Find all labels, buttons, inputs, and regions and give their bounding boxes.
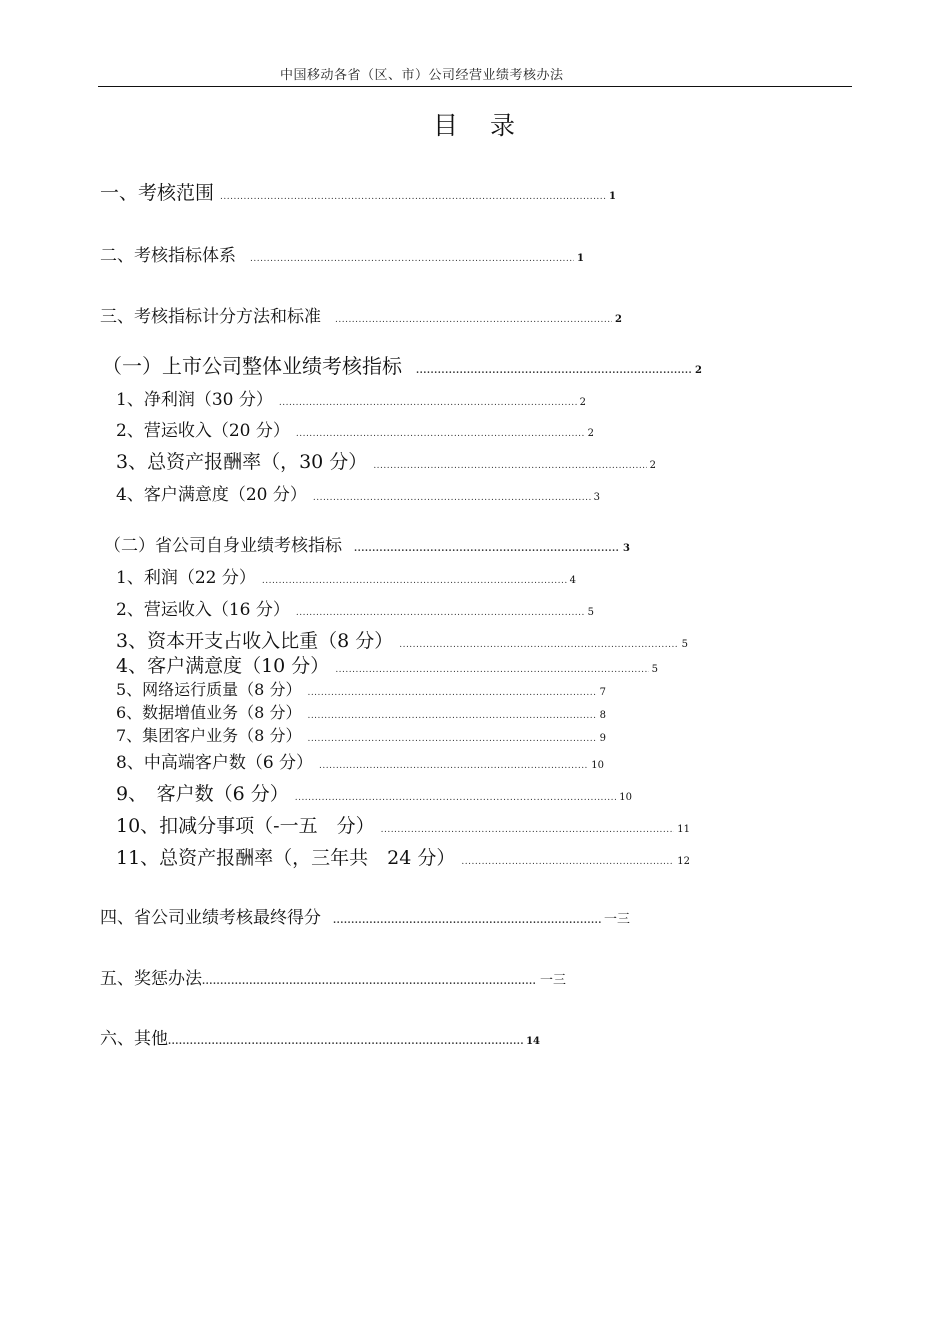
- toc-entry-page: 一三: [539, 973, 566, 988]
- toc-entry[interactable]: [116, 681, 606, 699]
- toc-dot-leader: [373, 461, 646, 471]
- toc-entry-label: 五、奖惩办法: [100, 969, 202, 989]
- toc-entry-page: 1: [577, 253, 584, 264]
- toc-entry[interactable]: [116, 784, 632, 806]
- toc-entry-page: 3: [623, 543, 630, 554]
- toc-entry-label: 3、资本开支占收入比重（8 分）: [116, 630, 394, 652]
- toc-entry[interactable]: [102, 355, 702, 378]
- toc-entry-label: 11、总资产报酬率（，三年共 24 分）: [116, 847, 456, 869]
- toc-entry[interactable]: [116, 601, 594, 621]
- toc-dot-leader: [295, 793, 617, 803]
- toc-entry[interactable]: [116, 848, 690, 870]
- toc-entry-page: 10: [591, 760, 604, 771]
- toc-entry-page: 5: [651, 664, 658, 675]
- toc-entry-page: 2: [579, 397, 586, 408]
- toc-entry[interactable]: [116, 486, 600, 506]
- toc-dot-leader: [313, 493, 591, 503]
- toc-dot-leader: [296, 429, 585, 439]
- toc-entry-page: 1: [609, 191, 616, 202]
- toc-dot-leader: [381, 825, 675, 835]
- toc-dot-leader: [279, 398, 577, 408]
- toc-entry-label: 四、省公司业绩考核最终得分: [100, 908, 321, 928]
- toc-entry-label: 1、利润（22 分）: [116, 568, 256, 588]
- toc-entry[interactable]: [116, 391, 586, 411]
- toc-entry[interactable]: [100, 909, 630, 929]
- toc-entry[interactable]: [100, 308, 622, 328]
- toc-entry-label: 7、集团客户业务（8 分）: [116, 726, 302, 745]
- toc-entry-label: 6、数据增值业务（8 分）: [116, 703, 302, 722]
- toc-entry-label: 5、网络运行质量（8 分）: [116, 680, 302, 699]
- toc-entry-page: 2: [587, 428, 594, 439]
- toc-entry[interactable]: [116, 631, 688, 653]
- toc-entry-label: 一、考核范围: [100, 182, 215, 204]
- toc-entry-label: （二）省公司自身业绩考核指标: [104, 536, 342, 556]
- toc-entry-page: 9: [599, 733, 606, 744]
- toc-entry-page: 2: [695, 365, 702, 376]
- toc-entry-label: 9、 客户数（6 分）: [116, 783, 289, 805]
- toc-entry[interactable]: [104, 537, 630, 557]
- toc-entry-page: 4: [569, 575, 576, 586]
- toc-entry-label: 2、营运收入（20 分）: [116, 421, 290, 441]
- toc-entry[interactable]: [116, 656, 658, 678]
- toc-entry-label: 10、扣减分事项（-一五 分）: [116, 815, 375, 837]
- toc-entry-page: 3: [593, 492, 600, 503]
- toc-dot-leader: [307, 711, 596, 721]
- toc-entry-label: 4、客户满意度（20 分）: [116, 485, 307, 505]
- toc-dot-leader: [307, 734, 596, 744]
- toc-dot-leader: [354, 544, 620, 554]
- toc-dot-leader: [250, 254, 574, 264]
- toc-entry-label: 3、总资产报酬率（，30 分）: [116, 451, 368, 473]
- toc-dot-leader: [296, 608, 585, 618]
- toc-entry-page: 7: [599, 687, 606, 698]
- toc-entry-page: 10: [619, 792, 632, 803]
- toc-dot-leader: [399, 640, 678, 650]
- toc-dot-leader: [202, 977, 537, 987]
- toc-dot-leader: [461, 857, 674, 867]
- toc-entry-label: 4、客户满意度（10 分）: [116, 655, 330, 677]
- toc-dot-leader: [220, 192, 606, 202]
- toc-entry-label: 1、净利润（30 分）: [116, 390, 273, 410]
- running-header: 中国移动各省（区、市）公司经营业绩考核办法: [280, 68, 564, 83]
- toc-entry[interactable]: [116, 422, 594, 442]
- toc-entry[interactable]: [116, 816, 690, 838]
- toc-entry-page: 一三: [603, 912, 630, 927]
- toc-entry-label: 六、其他: [100, 1029, 168, 1049]
- toc-dot-leader: [333, 916, 601, 926]
- toc-entry-label: 三、考核指标计分方法和标准: [100, 307, 321, 327]
- toc-entry[interactable]: [100, 247, 584, 267]
- toc-dot-leader: [307, 688, 596, 698]
- toc-entry-page: 12: [677, 856, 690, 867]
- toc-entry-page: 2: [649, 460, 656, 471]
- toc-entry-page: 14: [526, 1036, 540, 1047]
- toc-entry-label: 二、考核指标体系: [100, 246, 236, 266]
- toc-dot-leader: [335, 665, 648, 675]
- toc-entry-page: 2: [615, 314, 622, 325]
- toc-entry[interactable]: [100, 1030, 540, 1050]
- toc-entry-label: 8、中高端客户数（6 分）: [116, 753, 314, 773]
- toc-entry[interactable]: [100, 970, 566, 990]
- toc-entry[interactable]: [116, 727, 606, 745]
- toc-dot-leader: [416, 366, 692, 376]
- toc-dot-leader: [335, 315, 612, 325]
- toc-entry[interactable]: [116, 452, 656, 474]
- toc-entry-page: 5: [681, 639, 688, 650]
- toc-entry[interactable]: [116, 754, 604, 774]
- toc-entry[interactable]: [116, 704, 606, 722]
- header-rule: [98, 86, 852, 87]
- toc-dot-leader: [168, 1037, 523, 1047]
- toc-entry-page: 8: [599, 710, 606, 721]
- toc-dot-leader: [262, 576, 567, 586]
- toc-entry-page: 11: [677, 824, 690, 835]
- toc-entry-label: （一）上市公司整体业绩考核指标: [102, 354, 402, 378]
- toc-dot-leader: [319, 761, 588, 771]
- toc-entry[interactable]: [116, 569, 576, 589]
- toc-title: 目录: [433, 111, 548, 140]
- toc-entry[interactable]: [100, 183, 616, 205]
- toc-entry-label: 2、营运收入（16 分）: [116, 600, 290, 620]
- toc-entry-page: 5: [587, 607, 594, 618]
